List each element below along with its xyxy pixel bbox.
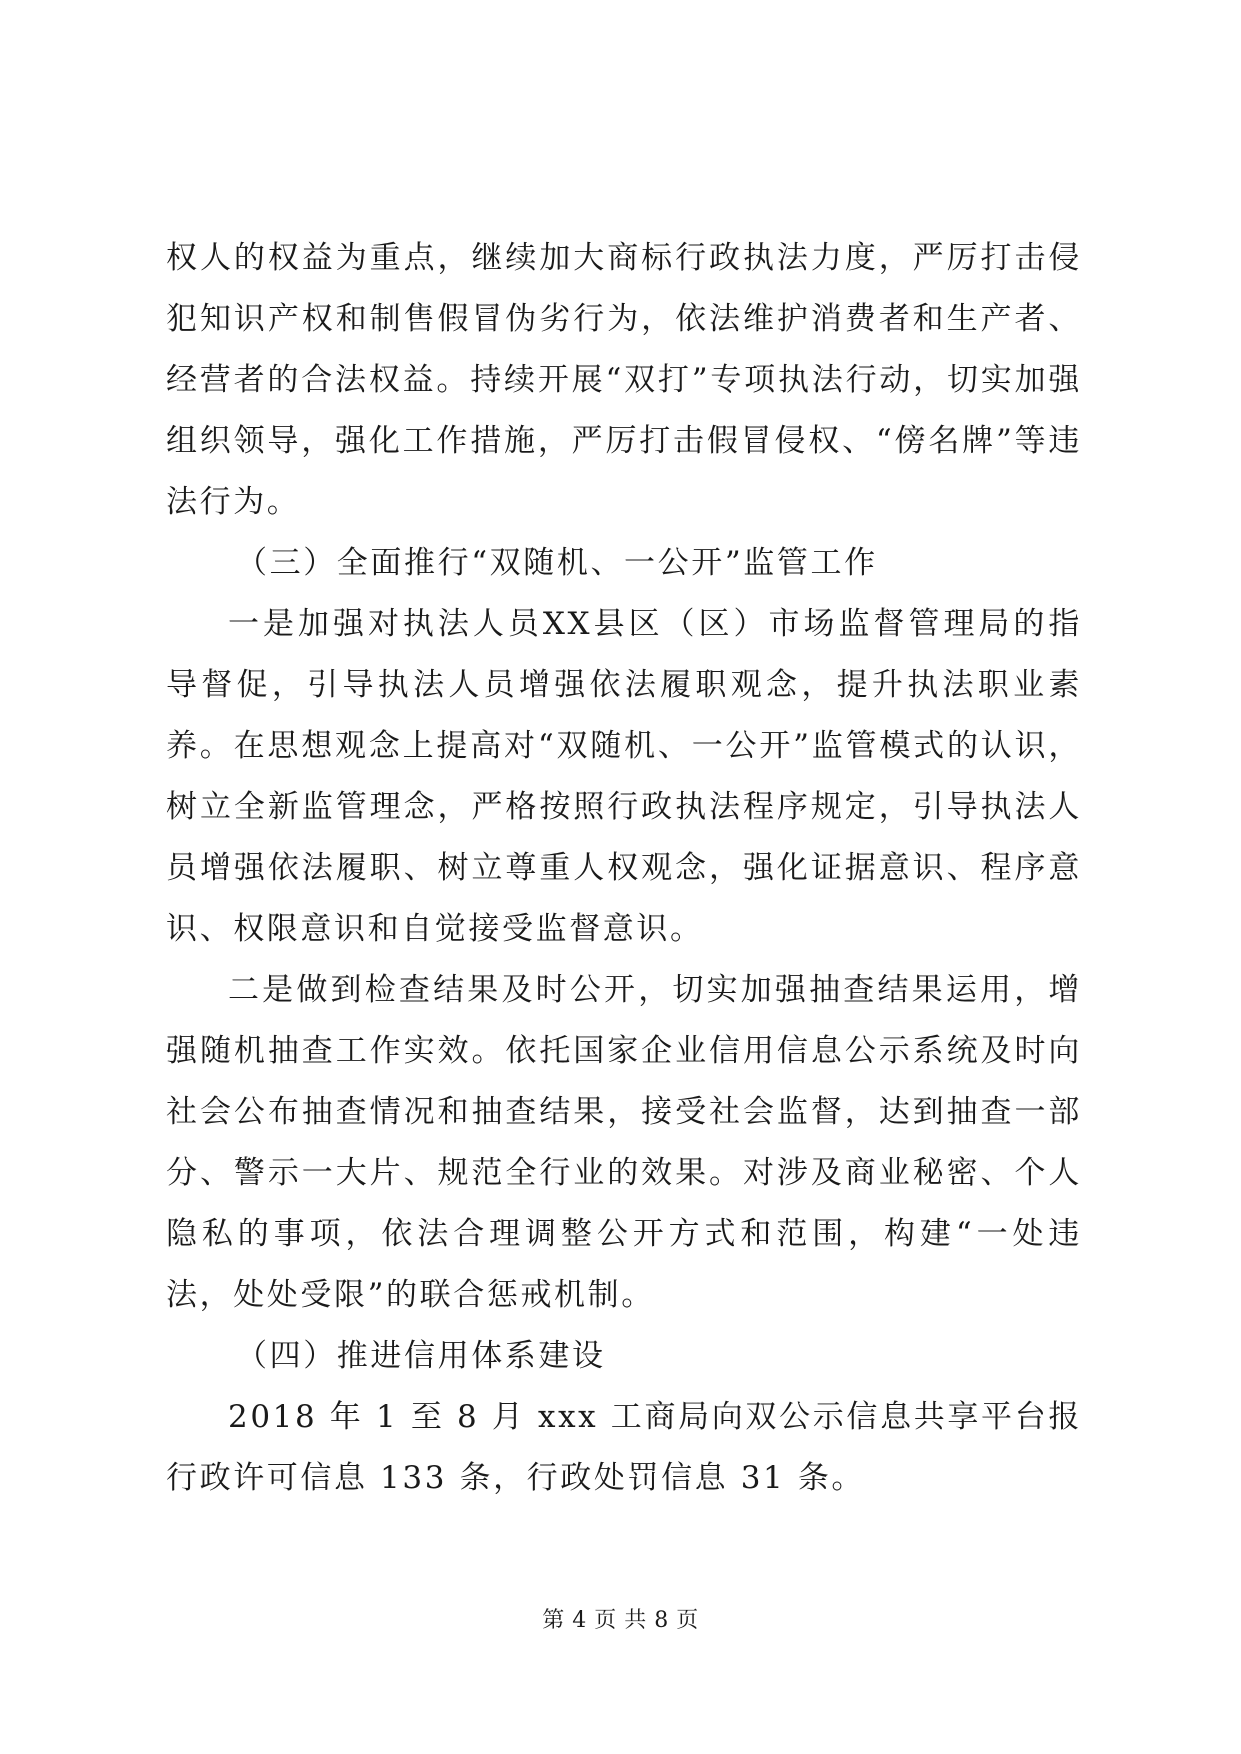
paragraph-continuation: 权人的权益为重点，继续加大商标行政执法力度，严厉打击侵犯知识产权和制售假冒伪劣行为，依法维护消费者和生产者、经营者的合法权益。持续开展“双打”专项执法行动，切实加强组织领导，强化工作措施，严厉打击假冒侵权、“傍名牌”等违法行为。 <box>166 240 1082 520</box>
paragraph-supervision-guidance: 一是加强对执法人员XX县区（区）市场监督管理局的指导督促，引导执法人员增强依法履职观念，提升执法职业素养。在思想观念上提高对“双随机、一公开”监管模式的认识，树立全新监管理念，严格按照行政执法程序规定，引导执法人员增强依法履职、树立尊重人权观念，强化证据意识、程序意识、权限意识和自觉接受监督意识。 <box>166 606 1082 947</box>
section-heading-four: （四）推进信用体系建设 <box>236 1338 606 1374</box>
paragraph-credit-info: 2018 年 1 至 8 月 xxx 工商局向双公示信息共享平台报行政许可信息 133 条，行政处罚信息 31 条。 <box>166 1399 1082 1496</box>
page-number-footer: 第 4 页 共 8 页 <box>542 1608 699 1633</box>
section-heading-three: （三）全面推行“双随机、一公开”监管工作 <box>236 545 878 581</box>
paragraph-result-disclosure: 二是做到检查结果及时公开，切实加强抽查结果运用，增强随机抽查工作实效。依托国家企业信用信息公示系统及时向社会公布抽查情况和抽查结果，接受社会监督，达到抽查一部分、警示一大片、规范全行业的效果。对涉及商业秘密、个人隐私的事项，依法合理调整公开方式和范围，构建“一处违法，处处受限”的联合惩戒机制。 <box>166 972 1082 1313</box>
document-body <box>166 228 1082 1509</box>
